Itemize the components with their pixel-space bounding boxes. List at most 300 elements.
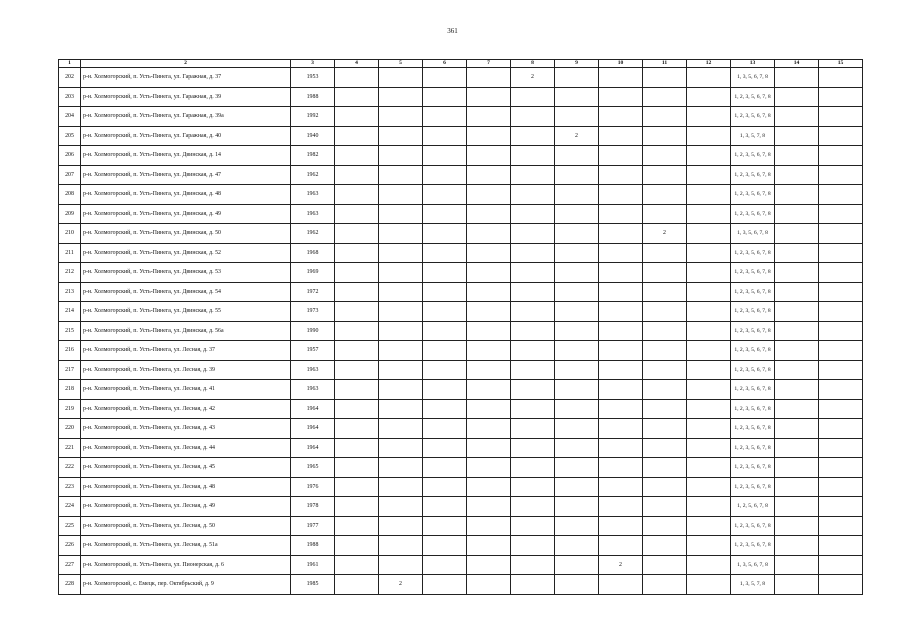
year-cell: 1977 — [291, 516, 335, 536]
table-cell — [335, 477, 379, 497]
row-number-cell: 202 — [59, 68, 81, 88]
table-cell — [335, 419, 379, 439]
table-cell — [379, 458, 423, 478]
year-cell: 1990 — [291, 321, 335, 341]
table-cell — [775, 360, 819, 380]
table-cell — [643, 146, 687, 166]
table-cell — [379, 438, 423, 458]
row-number-cell: 208 — [59, 185, 81, 205]
table-cell — [511, 126, 555, 146]
table-cell — [511, 165, 555, 185]
address-cell: р-н. Холмогорский, п. Усть-Пинега, ул. Двинская, д. 48 — [81, 185, 291, 205]
row-number-cell: 225 — [59, 516, 81, 536]
table-row — [59, 458, 863, 478]
codes-cell: 1, 2, 3, 5, 6, 7, 8 — [731, 302, 775, 322]
address-cell: р-н. Холмогорский, п. Усть-Пинега, ул. Лесная, д. 42 — [81, 399, 291, 419]
table-cell — [379, 341, 423, 361]
row-number-cell: 224 — [59, 497, 81, 517]
table-cell — [335, 380, 379, 400]
table-cell — [335, 87, 379, 107]
table-cell — [467, 438, 511, 458]
table-cell — [775, 321, 819, 341]
table-cell — [511, 438, 555, 458]
table-row — [59, 399, 863, 419]
table-cell — [379, 497, 423, 517]
codes-cell: 1, 2, 3, 5, 6, 7, 8 — [731, 204, 775, 224]
table-cell — [555, 68, 599, 88]
table-cell — [643, 438, 687, 458]
table-cell — [511, 477, 555, 497]
table-row — [59, 497, 863, 517]
table-cell — [379, 126, 423, 146]
table-cell — [819, 321, 863, 341]
table-cell — [379, 555, 423, 575]
table-cell — [335, 536, 379, 556]
table-cell — [379, 477, 423, 497]
row-number-cell: 222 — [59, 458, 81, 478]
address-cell: р-н. Холмогорский, п. Усть-Пинега, ул. Двинская, д. 52 — [81, 243, 291, 263]
table-cell — [643, 68, 687, 88]
codes-cell: 1, 3, 5, 7, 8 — [731, 126, 775, 146]
codes-cell: 1, 2, 3, 5, 6, 7, 8 — [731, 536, 775, 556]
table-cell — [423, 126, 467, 146]
row-number-cell: 209 — [59, 204, 81, 224]
table-cell — [423, 575, 467, 595]
table-cell — [775, 146, 819, 166]
table-cell — [511, 399, 555, 419]
table-cell — [819, 438, 863, 458]
table-cell — [643, 204, 687, 224]
table-cell — [335, 165, 379, 185]
row-number-cell: 206 — [59, 146, 81, 166]
row-number-cell: 214 — [59, 302, 81, 322]
table-cell — [687, 360, 731, 380]
table-cell — [467, 87, 511, 107]
table-cell — [643, 555, 687, 575]
row-number-cell: 204 — [59, 107, 81, 127]
table-cell — [335, 68, 379, 88]
table-cell — [643, 185, 687, 205]
year-cell: 1973 — [291, 302, 335, 322]
table-cell — [687, 536, 731, 556]
table-cell — [775, 555, 819, 575]
address-cell: р-н. Холмогорский, п. Усть-Пинега, ул. Гаражная, д. 39 — [81, 87, 291, 107]
table-cell — [775, 438, 819, 458]
codes-cell: 1, 2, 3, 5, 6, 7, 8 — [731, 360, 775, 380]
table-cell — [687, 477, 731, 497]
year-cell: 1988 — [291, 87, 335, 107]
address-cell: р-н. Холмогорский, п. Усть-Пинега, ул. Двинская, д. 49 — [81, 204, 291, 224]
table-cell — [819, 341, 863, 361]
row-number-cell: 216 — [59, 341, 81, 361]
codes-cell: 1, 2, 3, 5, 6, 7, 8 — [731, 341, 775, 361]
year-cell: 1963 — [291, 185, 335, 205]
table-cell — [511, 419, 555, 439]
table-cell — [467, 165, 511, 185]
table-cell — [643, 399, 687, 419]
table-cell — [775, 497, 819, 517]
year-cell: 1965 — [291, 458, 335, 478]
codes-cell: 1, 2, 3, 5, 6, 7, 8 — [731, 263, 775, 283]
table-cell — [599, 360, 643, 380]
table-cell — [467, 360, 511, 380]
table-cell — [819, 126, 863, 146]
table-cell — [775, 204, 819, 224]
table-cell — [423, 243, 467, 263]
row-number-cell: 227 — [59, 555, 81, 575]
table-cell — [335, 107, 379, 127]
table-cell — [379, 87, 423, 107]
table-cell — [335, 399, 379, 419]
table-cell — [555, 477, 599, 497]
table-row — [59, 146, 863, 166]
table-cell — [423, 185, 467, 205]
address-cell: р-н. Холмогорский, п. Усть-Пинега, ул. Двинская, д. 50 — [81, 224, 291, 244]
table-cell — [819, 399, 863, 419]
table-cell — [643, 536, 687, 556]
table-cell — [379, 263, 423, 283]
codes-cell: 1, 2, 3, 5, 6, 7, 8 — [731, 399, 775, 419]
table-cell — [555, 224, 599, 244]
table-cell — [335, 321, 379, 341]
table-cell — [423, 87, 467, 107]
table-cell — [775, 516, 819, 536]
table-cell — [379, 107, 423, 127]
table-cell — [379, 360, 423, 380]
table-cell — [423, 68, 467, 88]
table-cell — [687, 165, 731, 185]
table-cell — [335, 243, 379, 263]
table-cell — [511, 555, 555, 575]
table-cell — [599, 302, 643, 322]
header-row — [59, 60, 863, 68]
table-cell — [599, 321, 643, 341]
table-cell — [511, 87, 555, 107]
table-cell — [643, 575, 687, 595]
row-number-cell: 218 — [59, 380, 81, 400]
codes-cell: 1, 2, 3, 5, 6, 7, 8 — [731, 438, 775, 458]
table-cell — [379, 282, 423, 302]
table-cell — [423, 360, 467, 380]
table-cell — [511, 302, 555, 322]
table-cell — [335, 341, 379, 361]
column-header: 15 — [819, 60, 863, 68]
table-cell — [643, 243, 687, 263]
table-cell — [643, 107, 687, 127]
table-cell — [819, 68, 863, 88]
row-number-cell: 226 — [59, 536, 81, 556]
address-cell: р-н. Холмогорский, п. Усть-Пинега, ул. Гаражная, д. 37 — [81, 68, 291, 88]
table-cell — [775, 419, 819, 439]
year-cell: 1964 — [291, 419, 335, 439]
table-cell — [687, 146, 731, 166]
table-cell — [511, 224, 555, 244]
address-cell: р-н. Холмогорский, п. Усть-Пинега, ул. Лесная, д. 51а — [81, 536, 291, 556]
codes-cell: 1, 2, 3, 5, 6, 7, 8 — [731, 107, 775, 127]
table-cell — [467, 146, 511, 166]
year-cell: 1978 — [291, 497, 335, 517]
year-cell: 1963 — [291, 204, 335, 224]
table-row — [59, 282, 863, 302]
table-cell — [423, 477, 467, 497]
table-cell — [335, 458, 379, 478]
table-cell — [775, 68, 819, 88]
codes-cell: 1, 3, 5, 6, 7, 8 — [731, 555, 775, 575]
table-cell — [819, 360, 863, 380]
column-header: 11 — [643, 60, 687, 68]
table-cell — [687, 438, 731, 458]
column-header: 10 — [599, 60, 643, 68]
table-cell — [599, 243, 643, 263]
table-cell — [423, 341, 467, 361]
table-row — [59, 419, 863, 439]
table-cell — [687, 263, 731, 283]
table-cell — [335, 555, 379, 575]
table-cell — [819, 263, 863, 283]
row-number-cell: 217 — [59, 360, 81, 380]
address-cell: р-н. Холмогорский, с. Емецк, пер. Октябрьский, д. 9 — [81, 575, 291, 595]
year-cell: 1963 — [291, 380, 335, 400]
table-cell — [599, 204, 643, 224]
table-cell — [819, 536, 863, 556]
year-cell: 1940 — [291, 126, 335, 146]
table-cell — [775, 302, 819, 322]
year-cell: 1972 — [291, 282, 335, 302]
table-cell — [467, 477, 511, 497]
table-cell — [687, 185, 731, 205]
address-cell: р-н. Холмогорский, п. Усть-Пинега, ул. Гаражная, д. 39а — [81, 107, 291, 127]
table-cell — [379, 516, 423, 536]
table-row — [59, 185, 863, 205]
table-cell — [775, 126, 819, 146]
table-cell — [643, 419, 687, 439]
table-cell — [643, 341, 687, 361]
table-cell — [379, 165, 423, 185]
table-cell — [335, 126, 379, 146]
table-cell — [643, 282, 687, 302]
year-cell: 1982 — [291, 146, 335, 166]
table-cell — [511, 263, 555, 283]
table-row — [59, 321, 863, 341]
table-row — [59, 68, 863, 88]
codes-cell: 1, 3, 5, 7, 8 — [731, 575, 775, 595]
table-cell — [599, 399, 643, 419]
table-cell — [379, 419, 423, 439]
table-cell — [511, 497, 555, 517]
table-cell — [555, 263, 599, 283]
table-cell — [599, 341, 643, 361]
table-cell — [643, 497, 687, 517]
row-number-cell: 203 — [59, 87, 81, 107]
year-cell: 1957 — [291, 341, 335, 361]
table-cell — [511, 536, 555, 556]
row-number-cell: 220 — [59, 419, 81, 439]
table-cell — [467, 555, 511, 575]
table-cell — [687, 419, 731, 439]
table-cell — [511, 282, 555, 302]
table-cell — [467, 185, 511, 205]
year-cell: 1953 — [291, 68, 335, 88]
table-cell — [775, 458, 819, 478]
table-cell — [555, 438, 599, 458]
address-cell: р-н. Холмогорский, п. Усть-Пинега, ул. Лесная, д. 43 — [81, 419, 291, 439]
codes-cell: 1, 2, 3, 5, 6, 7, 8 — [731, 419, 775, 439]
row-number-cell: 215 — [59, 321, 81, 341]
codes-cell: 1, 2, 3, 5, 6, 7, 8 — [731, 146, 775, 166]
table-cell — [555, 419, 599, 439]
table-cell — [467, 68, 511, 88]
table-cell — [335, 185, 379, 205]
table-cell — [467, 380, 511, 400]
table-cell — [423, 536, 467, 556]
table-cell — [423, 204, 467, 224]
table-cell — [599, 419, 643, 439]
row-number-cell: 210 — [59, 224, 81, 244]
year-cell: 1964 — [291, 438, 335, 458]
table-cell — [335, 360, 379, 380]
table-cell — [423, 438, 467, 458]
address-cell: р-н. Холмогорский, п. Усть-Пинега, ул. Лесная, д. 44 — [81, 438, 291, 458]
table-cell — [775, 575, 819, 595]
codes-cell: 1, 2, 3, 5, 6, 7, 8 — [731, 87, 775, 107]
codes-cell: 1, 2, 3, 5, 6, 7, 8 — [731, 165, 775, 185]
table-cell — [687, 380, 731, 400]
table-cell — [643, 87, 687, 107]
codes-cell: 1, 2, 5, 6, 7, 8 — [731, 497, 775, 517]
table-cell — [423, 516, 467, 536]
row-number-cell: 212 — [59, 263, 81, 283]
table-cell — [555, 458, 599, 478]
column-header: 8 — [511, 60, 555, 68]
address-cell: р-н. Холмогорский, п. Усть-Пинега, ул. Двинская, д. 53 — [81, 263, 291, 283]
table-cell — [511, 380, 555, 400]
table-cell — [775, 536, 819, 556]
table-cell — [687, 497, 731, 517]
table-cell — [555, 321, 599, 341]
table-cell — [423, 497, 467, 517]
table-cell: 2 — [643, 224, 687, 244]
table-cell — [599, 282, 643, 302]
table-cell — [555, 360, 599, 380]
table-cell — [555, 243, 599, 263]
table-cell — [423, 380, 467, 400]
table-cell — [423, 224, 467, 244]
table-cell — [819, 146, 863, 166]
table-cell — [379, 185, 423, 205]
table-cell — [599, 477, 643, 497]
table-cell — [775, 185, 819, 205]
column-header: 14 — [775, 60, 819, 68]
table-cell — [819, 243, 863, 263]
address-cell: р-н. Холмогорский, п. Усть-Пинега, ул. Лесная, д. 39 — [81, 360, 291, 380]
address-cell: р-н. Холмогорский, п. Усть-Пинега, ул. Лесная, д. 41 — [81, 380, 291, 400]
table-cell — [599, 536, 643, 556]
table-cell: 2 — [555, 126, 599, 146]
table-cell — [511, 204, 555, 224]
column-header: 9 — [555, 60, 599, 68]
table-cell — [423, 399, 467, 419]
year-cell: 1992 — [291, 107, 335, 127]
table-cell — [687, 302, 731, 322]
table-cell — [775, 263, 819, 283]
address-cell: р-н. Холмогорский, п. Усть-Пинега, ул. Пионерская, д. 6 — [81, 555, 291, 575]
table-cell — [775, 477, 819, 497]
column-header: 1 — [59, 60, 81, 68]
table-cell — [335, 146, 379, 166]
table-cell — [599, 126, 643, 146]
table-cell — [335, 302, 379, 322]
table-cell — [511, 516, 555, 536]
table-cell — [467, 302, 511, 322]
table-cell — [467, 107, 511, 127]
codes-cell: 1, 2, 3, 5, 6, 7, 8 — [731, 185, 775, 205]
table-cell — [555, 107, 599, 127]
table-cell — [819, 185, 863, 205]
table-cell — [555, 146, 599, 166]
table-row — [59, 204, 863, 224]
table-cell — [423, 263, 467, 283]
table-cell — [335, 516, 379, 536]
address-cell: р-н. Холмогорский, п. Усть-Пинега, ул. Лесная, д. 49 — [81, 497, 291, 517]
column-header: 4 — [335, 60, 379, 68]
table-cell — [775, 243, 819, 263]
table-cell — [379, 204, 423, 224]
table-cell — [775, 87, 819, 107]
table-cell — [599, 224, 643, 244]
table-cell — [467, 243, 511, 263]
table-cell — [379, 302, 423, 322]
table-cell — [467, 224, 511, 244]
codes-cell: 1, 2, 3, 5, 6, 7, 8 — [731, 458, 775, 478]
table-body — [59, 68, 863, 595]
table-cell — [687, 68, 731, 88]
address-cell: р-н. Холмогорский, п. Усть-Пинега, ул. Гаражная, д. 40 — [81, 126, 291, 146]
table-cell — [379, 243, 423, 263]
page-number: 361 — [447, 27, 458, 35]
table-cell — [423, 419, 467, 439]
row-number-cell: 205 — [59, 126, 81, 146]
table-row — [59, 263, 863, 283]
address-cell: р-н. Холмогорский, п. Усть-Пинега, ул. Лесная, д. 37 — [81, 341, 291, 361]
row-number-cell: 207 — [59, 165, 81, 185]
codes-cell: 1, 2, 3, 5, 6, 7, 8 — [731, 321, 775, 341]
table-cell — [379, 224, 423, 244]
row-number-cell: 213 — [59, 282, 81, 302]
table-cell — [423, 555, 467, 575]
table-cell — [687, 87, 731, 107]
address-cell: р-н. Холмогорский, п. Усть-Пинега, ул. Двинская, д. 56а — [81, 321, 291, 341]
table-cell — [423, 321, 467, 341]
table-cell — [511, 185, 555, 205]
year-cell: 1985 — [291, 575, 335, 595]
table-row — [59, 575, 863, 595]
table-cell — [335, 204, 379, 224]
year-cell: 1961 — [291, 555, 335, 575]
table-cell — [555, 536, 599, 556]
table-cell — [555, 380, 599, 400]
table-cell — [687, 399, 731, 419]
table-cell — [379, 68, 423, 88]
table-row — [59, 380, 863, 400]
table-cell — [379, 399, 423, 419]
table-cell — [819, 107, 863, 127]
table-cell — [467, 458, 511, 478]
table-cell — [643, 165, 687, 185]
table-cell — [643, 516, 687, 536]
table-cell — [643, 458, 687, 478]
codes-cell: 1, 2, 3, 5, 6, 7, 8 — [731, 282, 775, 302]
table-cell — [511, 458, 555, 478]
